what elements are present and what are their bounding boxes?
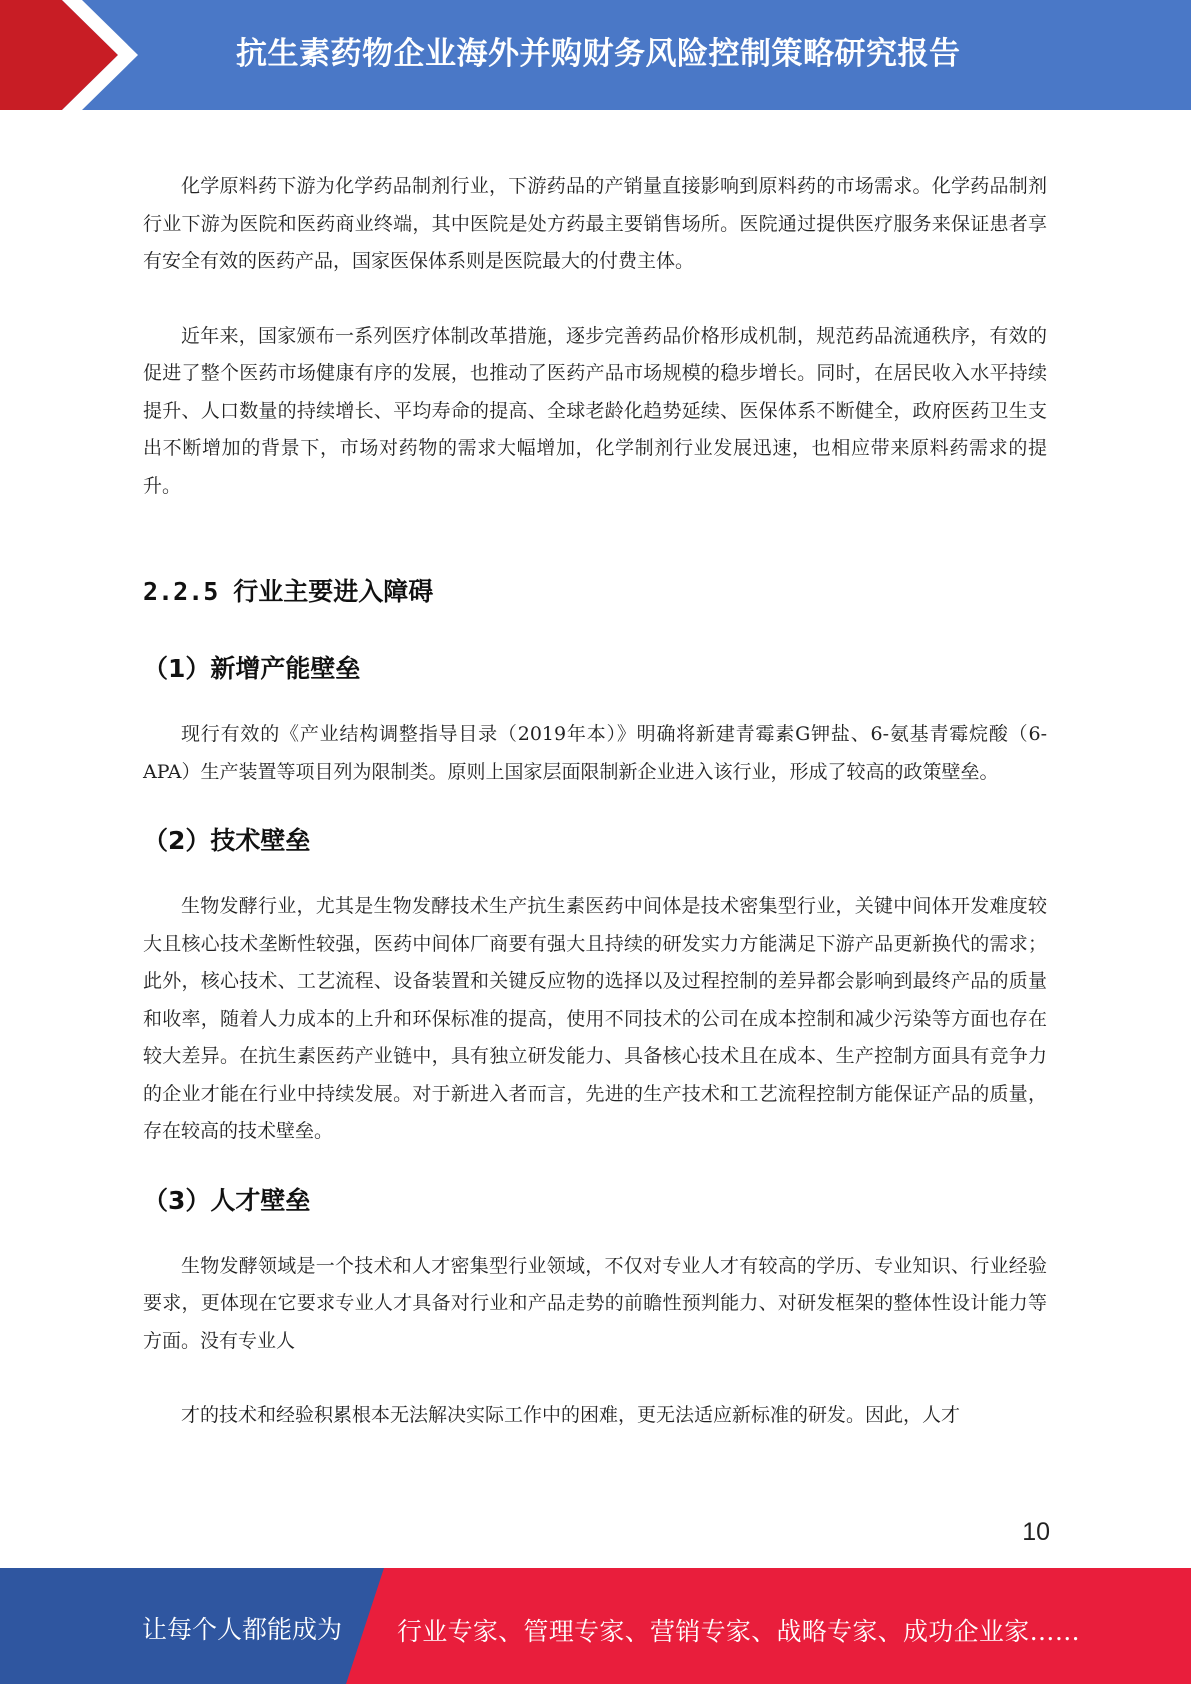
report-title: 抗生素药物企业海外并购财务风险控制策略研究报告 — [236, 36, 961, 72]
document-body — [143, 168, 1047, 1435]
paragraph-technology-barrier: 生物发酵行业，尤其是生物发酵技术生产抗生素医药中间体是技术密集型行业，关键中间体开发难度较大且核心技术垄断性较强，医药中间体厂商要有强大且持续的研发实力方能满足下游产品更新换代的需求；此外，核心技术、工艺流程、设备装置和关键反应物的选择以及过程控制的差异都会影响到最终产品的质量和收率，随着人力成本的上升和环保标准的提高，使用不同技术的公司在成本控制和减少污染等方面也存在较大差异。在抗生素医药产业链中，具有独立研发能力、具备核心技术且在成本、生产控制方面具有竞争力的企业才能在行业中持续发展。对于新进入者而言，先进的生产技术和工艺流程控制方能保证产品的质量，存在较高的技术壁垒。 — [143, 895, 1047, 1142]
subsection-heading-capacity: （1）新增产能壁垒 — [143, 654, 361, 683]
page-number: 10 — [1022, 1518, 1050, 1546]
subsection-heading-talent: （3）人才壁垒 — [143, 1185, 311, 1215]
footer-slogan-left: 让每个人都能成为 — [142, 1615, 343, 1644]
subsection-heading-technology: （2）技术壁垒 — [143, 826, 311, 855]
page-header — [0, 0, 1191, 110]
paragraph-capacity-barrier: 现行有效的《产业结构调整指导目录（2019年本）》明确将新建青霉素G钾盐、6-氨基青霉烷酸（6-APA）生产装置等项目列为限制类。原则上国家层面限制新企业进入该行业，形成了较高的政策壁垒。 — [143, 723, 1047, 783]
paragraph-downstream-industry: 化学原料药下游为化学药品制剂行业，下游药品的产销量直接影响到原料药的市场需求。化学药品制剂行业下游为医院和医药商业终端，其中医院是处方药最主要销售场所。医院通过提供医疗服务来保证患者享有安全有效的医药产品，国家医保体系则是医院最大的付费主体。 — [143, 175, 1047, 272]
paragraph-market-growth: 近年来，国家颁布一系列医疗体制改革措施，逐步完善药品价格形成机制，规范药品流通秩序，有效的促进了整个医药市场健康有序的发展，也推动了医药产品市场规模的稳步增长。同时，在居民收入水平持续提升、人口数量的持续增长、平均寿命的提高、全球老龄化趋势延续、医保体系不断健全，政府医药卫生支出不断增加的背景下，市场对药物的需求大幅增加，化学制剂行业发展迅速，也相应带来原料药需求的提升。 — [143, 324, 1047, 497]
section-heading: 2.2.5 行业主要进入障碍 — [143, 577, 434, 606]
paragraph-talent-continued: 才的技术和经验积累根本无法解决实际工作中的困难，更无法适应新标准的研发。因此，人才 — [181, 1404, 961, 1426]
paragraph-talent-barrier: 生物发酵领域是一个技术和人才密集型行业领域，不仅对专业人才有较高的学历、专业知识、行业经验要求，更体现在它要求专业人才具备对行业和产品走势的前瞻性预判能力、对研发框架的整体性设计能力等方面。没有专业人 — [143, 1254, 1047, 1352]
page-footer — [0, 1568, 1191, 1684]
footer-slogan-right: 行业专家、管理专家、营销专家、战略专家、成功企业家…… — [397, 1617, 1081, 1646]
header-chevron-decoration — [0, 0, 160, 110]
